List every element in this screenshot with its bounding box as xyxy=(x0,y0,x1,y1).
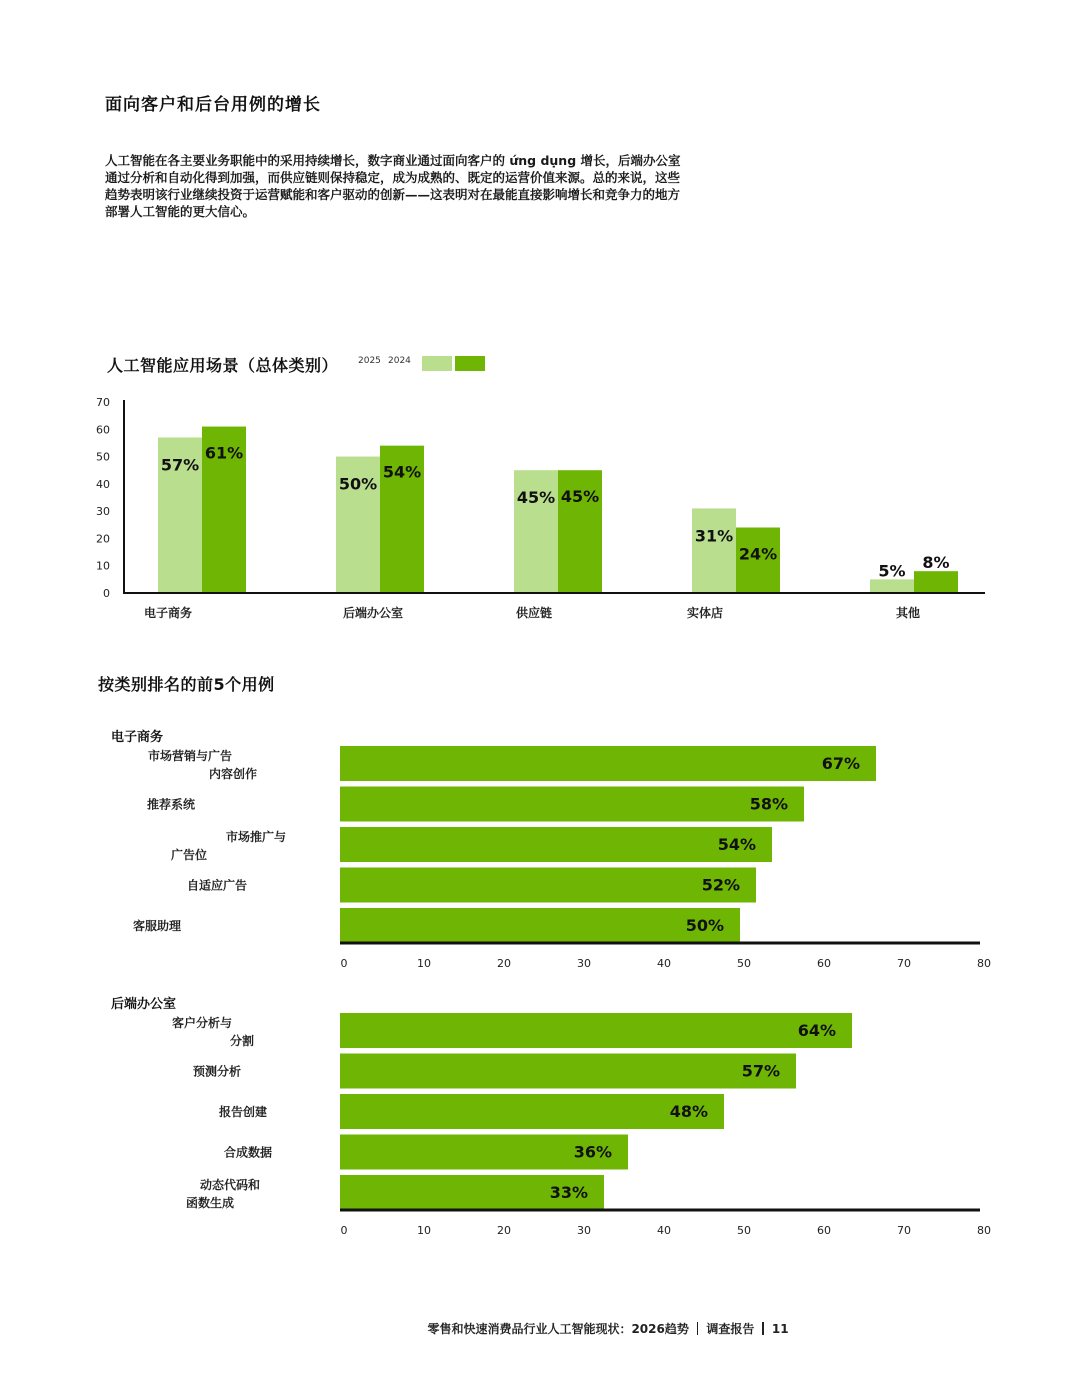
data-label: 54% xyxy=(382,462,422,482)
bar-2025 xyxy=(870,579,914,593)
hbar xyxy=(340,868,756,903)
footer-report-title: 零售和快速消费品行业人工智能现状：2026趋势 xyxy=(427,1322,689,1336)
category-label: 客户分析与 xyxy=(172,1016,233,1030)
x-tick-label: 30 xyxy=(577,1224,591,1237)
y-tick-label: 60 xyxy=(96,423,110,437)
hbar xyxy=(340,908,740,943)
category-label: 合成数据 xyxy=(224,1145,273,1160)
chart1-svg xyxy=(0,390,1080,630)
data-label: 57% xyxy=(741,1061,780,1081)
bar-2025 xyxy=(692,508,736,593)
data-label: 45% xyxy=(516,488,556,508)
data-label: 5% xyxy=(878,561,906,581)
y-tick-label: 20 xyxy=(96,532,110,546)
x-category-label: 供应链 xyxy=(515,606,553,620)
category-label: 内容创作 xyxy=(209,767,258,781)
data-label: 45% xyxy=(560,487,600,507)
data-label: 54% xyxy=(717,835,756,854)
data-label: 50% xyxy=(338,474,378,494)
x-tick-label: 50 xyxy=(737,957,751,970)
x-tick-label: 60 xyxy=(817,1224,831,1237)
x-category-label: 其他 xyxy=(895,606,921,620)
footer-separator xyxy=(762,1322,764,1335)
x-tick-label: 40 xyxy=(657,957,671,970)
x-category-label: 电子商务 xyxy=(143,606,193,620)
footer-separator xyxy=(697,1322,699,1335)
footer-page-number: 11 xyxy=(771,1322,789,1336)
x-tick-label: 70 xyxy=(897,957,911,970)
category-label: 函数生成 xyxy=(186,1196,235,1210)
data-label: 48% xyxy=(669,1102,708,1121)
hbar xyxy=(340,1013,852,1048)
footer-section: 调查报告 xyxy=(706,1322,755,1336)
page-heading: 面向客户和后台用例的增长 xyxy=(105,95,321,115)
y-tick-label: 70 xyxy=(96,396,110,409)
hbar xyxy=(340,1054,796,1089)
hbar xyxy=(340,827,772,862)
bar-2024 xyxy=(914,571,958,593)
chart2-svg xyxy=(0,740,1080,975)
group-title-back-office: 后端办公室 xyxy=(111,997,177,1012)
legend-swatch-2025 xyxy=(422,356,452,371)
group-title-ecommerce: 电子商务 xyxy=(111,730,164,745)
x-tick-label: 60 xyxy=(817,957,831,970)
data-label: 64% xyxy=(797,1021,836,1040)
x-tick-label: 20 xyxy=(497,1224,511,1237)
category-label: 报告创建 xyxy=(219,1105,268,1119)
legend-label-2025: 2025 xyxy=(358,356,381,366)
x-category-label: 后端办公室 xyxy=(342,606,404,620)
category-label: 推荐系统 xyxy=(147,797,196,812)
data-label: 36% xyxy=(573,1142,612,1162)
x-tick-label: 0 xyxy=(340,957,348,970)
x-tick-label: 80 xyxy=(977,1224,991,1237)
hbar xyxy=(340,1094,724,1129)
category-label: 预测分析 xyxy=(193,1064,242,1079)
category-label: 分割 xyxy=(230,1034,255,1048)
data-label: 67% xyxy=(821,754,860,773)
x-tick-label: 70 xyxy=(897,1224,911,1237)
category-label: 市场营销与广告 xyxy=(148,749,233,763)
category-label: 客服助理 xyxy=(133,919,182,933)
y-tick-label: 30 xyxy=(96,505,110,519)
data-label: 8% xyxy=(922,553,950,573)
y-tick-label: 0 xyxy=(103,587,110,600)
data-label: 33% xyxy=(549,1183,588,1202)
x-tick-label: 40 xyxy=(657,1224,671,1237)
y-tick-label: 40 xyxy=(96,477,110,491)
chart1-title: 人工智能应用场景（总体类别） xyxy=(107,356,339,375)
y-tick-label: 10 xyxy=(96,559,110,573)
page-footer xyxy=(0,1320,1080,1337)
hbar xyxy=(340,746,876,781)
x-category-label: 实体店 xyxy=(686,606,724,620)
x-tick-label: 20 xyxy=(497,957,511,970)
data-label: 52% xyxy=(701,875,740,895)
chart2-title: 按类别排名的前5个用例 xyxy=(98,675,275,694)
data-label: 61% xyxy=(204,443,244,463)
data-label: 58% xyxy=(749,794,788,814)
legend-swatch-2024 xyxy=(455,356,485,371)
x-tick-label: 0 xyxy=(340,1224,348,1237)
data-label: 31% xyxy=(694,526,734,546)
intro-paragraph: 人工智能在各主要业务职能中的采用持续增长，数字商业通过面向客户的 ứng dụng 增长，后端办公室通过分析和自动化得到加强，而供应链则保持稳定，成为成熟的、既定的运营价值来源。总的来说，这些趋势表明该行业继续投资于运营赋能和客户驱动的创新——这表明对在最能直接影响增长和竞争力的地方部署人工智能的更大信心。 xyxy=(105,153,681,219)
y-tick-label: 50 xyxy=(96,450,110,464)
x-tick-label: 30 xyxy=(577,957,591,970)
chart3-svg xyxy=(0,1007,1080,1242)
x-tick-label: 10 xyxy=(417,1224,431,1237)
hbar xyxy=(340,787,804,822)
category-label: 自适应广告 xyxy=(187,878,248,893)
x-tick-label: 80 xyxy=(977,957,991,970)
data-label: 24% xyxy=(738,544,778,564)
data-label: 50% xyxy=(685,916,724,935)
category-label: 市场推广与 xyxy=(226,830,287,844)
category-label: 动态代码和 xyxy=(200,1178,261,1192)
data-label: 57% xyxy=(160,455,200,475)
x-tick-label: 50 xyxy=(737,1224,751,1237)
legend-label-2024: 2024 xyxy=(388,356,411,366)
x-tick-label: 10 xyxy=(417,957,431,970)
category-label: 广告位 xyxy=(171,848,208,862)
